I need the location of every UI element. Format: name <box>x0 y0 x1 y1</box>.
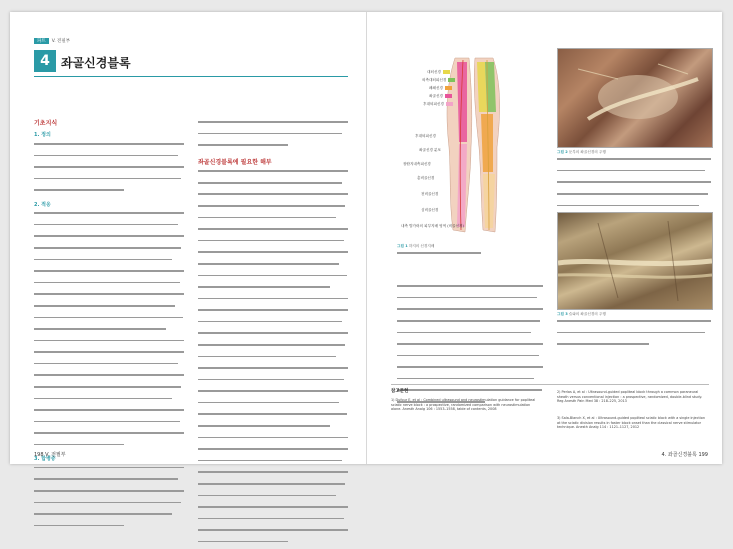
text-line <box>198 332 348 340</box>
text-line <box>397 285 543 293</box>
text-line <box>34 421 184 429</box>
text-line <box>34 270 184 278</box>
text-line <box>34 317 184 325</box>
left-page <box>10 12 366 464</box>
figure1-caption <box>397 244 537 261</box>
legend-swatch <box>448 78 455 82</box>
figure1-caption-text: 하지의 신경지배 <box>408 244 435 248</box>
text-line <box>198 170 348 178</box>
text-line <box>34 189 184 197</box>
text-line <box>557 170 711 178</box>
text-line <box>34 525 184 533</box>
text-line <box>198 240 348 248</box>
text-line <box>34 293 184 301</box>
text-line <box>34 432 184 440</box>
legend-label: 좌골신경 <box>429 94 443 98</box>
label-superficial-peroneal: 천비골신경 <box>421 192 439 196</box>
caption-text-block <box>397 252 537 260</box>
reference-1: 1) Dufour E, et al : Combined ultrasound and neurostimulation guidance for popliteal sciatic nerve block : a prospective, randomized comparison with neurostimulation alone. Anesth Analg 106 : 1553–1558, table of contents, 2008 <box>391 398 536 412</box>
text-block <box>198 170 348 549</box>
figure2-caption-label: 그림 2 <box>557 150 568 154</box>
text-line <box>397 308 543 316</box>
text-line <box>198 217 348 225</box>
text-line <box>198 518 348 526</box>
legend-label: 후대퇴피신경 <box>423 102 444 106</box>
book-spread <box>10 12 722 464</box>
title-rule <box>34 76 348 77</box>
legend-posterior-femoral-cutaneous <box>423 102 453 107</box>
text-line <box>198 309 348 317</box>
section-tag-text: V. 전필부 <box>51 39 71 44</box>
text-line <box>397 252 537 260</box>
text-block <box>34 143 184 198</box>
text-line <box>198 286 348 294</box>
text-line <box>34 363 184 371</box>
reference-2: 2) Perlas A, et al : Ultrasound-guided popliteal block through a common paraneural sheath versus conventional injection : a prospective, randomized, double-blind study. Reg Anesth Pain Med 38 : 218–225, 2013 <box>557 390 703 404</box>
section-chip: 파트 <box>34 38 49 44</box>
text-line <box>198 425 348 433</box>
text-line <box>198 506 348 514</box>
subheading-indication: 2. 적응 <box>34 201 51 208</box>
text-line <box>198 275 348 283</box>
text-line <box>198 144 348 152</box>
section-tag <box>34 38 70 44</box>
text-line <box>34 351 184 359</box>
left-column-2 <box>198 118 348 549</box>
legend-label: 외측대퇴피신경 <box>422 78 447 82</box>
text-line <box>198 437 348 445</box>
text-line <box>198 390 348 398</box>
text-line <box>397 332 543 340</box>
text-block <box>198 121 348 153</box>
text-line <box>34 247 184 255</box>
text-line <box>397 355 543 363</box>
text-line <box>397 389 543 397</box>
text-line <box>34 305 184 313</box>
text-line <box>397 366 543 374</box>
text-line <box>34 386 184 394</box>
text-line <box>557 193 711 201</box>
figure3-caption <box>557 312 711 352</box>
label-post-fem-cut: 후대퇴피신경 <box>415 134 436 138</box>
gluteal-dissection-image <box>558 49 712 147</box>
text-line <box>198 495 348 503</box>
text-line <box>34 143 184 151</box>
text-line <box>34 166 184 174</box>
text-line <box>34 212 184 220</box>
text-line <box>198 121 348 129</box>
text-line <box>198 529 348 537</box>
text-line <box>198 483 348 491</box>
figure2-caption-text: 둔부의 좌골신경의 주행 <box>568 150 606 154</box>
caption-text-block <box>557 320 711 352</box>
reference-3: 3) Sala-Blanch X, et al : Ultrasound-guided popliteal sciatic block with a single injection at the sciatic division results in faster block onset than the classical nerve stimulator technique. Anesth Analg 114 : 1121–1127, 2012 <box>557 416 705 430</box>
references-heading: 참고문헌 <box>391 389 409 394</box>
text-line <box>198 448 348 456</box>
figure-popliteal-sciatic-photo <box>557 212 713 310</box>
label-sural: 장딴지내측피신경 <box>403 162 431 166</box>
text-line <box>557 332 711 340</box>
text-line <box>557 320 711 328</box>
text-line <box>198 356 348 364</box>
text-line <box>34 513 184 521</box>
text-line <box>34 235 184 243</box>
text-line <box>198 471 348 479</box>
chapter-number: 4 <box>34 50 56 72</box>
text-line <box>198 413 348 421</box>
left-folio: 198 V. 전필부 <box>34 452 66 458</box>
text-line <box>34 398 184 406</box>
legend-swatch <box>443 70 450 74</box>
text-line <box>397 320 543 328</box>
subheading-definition: 1. 정의 <box>34 132 51 139</box>
text-line <box>198 367 348 375</box>
chapter-title: 좌골신경블록 <box>61 56 131 70</box>
text-line <box>34 328 184 336</box>
heading-anatomy: 좌골신경블록에 필요한 해부 <box>198 158 272 166</box>
legend-label: 폐쇄신경 <box>429 86 443 90</box>
right-column-1 <box>397 282 543 409</box>
left-column-1 <box>34 118 184 533</box>
text-line <box>557 181 711 189</box>
legend-label: 대퇴신경 <box>427 70 441 74</box>
text-line <box>198 263 348 271</box>
text-line <box>34 478 184 486</box>
text-line <box>198 205 348 213</box>
text-block <box>34 212 184 452</box>
text-line <box>198 133 348 141</box>
label-common-peroneal: 총비골신경 <box>417 176 435 180</box>
text-line <box>198 251 348 259</box>
references-rule <box>391 384 709 385</box>
legend-femoral <box>427 70 450 75</box>
label-toe-skin: 내측 발가락의 피부지배 영역 (비골신경) <box>401 224 464 228</box>
right-folio: 4. 좌골신경블록 199 <box>661 452 708 458</box>
popliteal-dissection-image <box>558 213 712 309</box>
figure-gluteal-sciatic-photo <box>557 48 713 148</box>
legend-lateral-femoral-cutaneous <box>422 78 455 83</box>
text-line <box>34 490 184 498</box>
text-line <box>34 155 184 163</box>
text-line <box>198 379 348 387</box>
right-page <box>367 12 722 464</box>
text-line <box>34 409 184 417</box>
text-line <box>198 541 348 549</box>
figure3-caption-text: 슬와의 좌골신경의 주행 <box>568 312 606 316</box>
label-sciatic-dist: 좌골신경 분포 <box>419 148 441 152</box>
legend-obturator <box>429 86 452 91</box>
text-line <box>397 297 543 305</box>
text-line <box>198 460 348 468</box>
leg-anatomy-illustration <box>397 52 525 238</box>
figure-lower-limb-innervation <box>397 52 525 238</box>
text-line <box>198 321 348 329</box>
text-line <box>557 158 711 166</box>
text-line <box>198 182 348 190</box>
legend-swatch <box>445 94 452 98</box>
legend-swatch <box>445 86 452 90</box>
legend-sciatic <box>429 94 452 99</box>
figure1-caption-label: 그림 1 <box>397 244 408 248</box>
text-block <box>34 467 184 533</box>
text-line <box>198 228 348 236</box>
text-line <box>198 193 348 201</box>
text-line <box>34 374 184 382</box>
text-line <box>198 298 348 306</box>
text-block <box>397 285 543 409</box>
label-deep-peroneal: 심비골신경 <box>421 208 439 212</box>
text-line <box>557 343 711 351</box>
text-line <box>198 402 348 410</box>
text-line <box>34 282 184 290</box>
text-line <box>34 224 184 232</box>
text-line <box>34 259 184 267</box>
text-line <box>198 344 348 352</box>
text-line <box>34 340 184 348</box>
text-line <box>34 178 184 186</box>
legend-swatch <box>446 102 453 106</box>
subheading-complication: 3. 합병증 <box>34 456 56 463</box>
heading-basics: 기초지식 <box>34 120 58 127</box>
text-line <box>34 502 184 510</box>
figure3-caption-label: 그림 3 <box>557 312 568 316</box>
text-line <box>397 343 543 351</box>
